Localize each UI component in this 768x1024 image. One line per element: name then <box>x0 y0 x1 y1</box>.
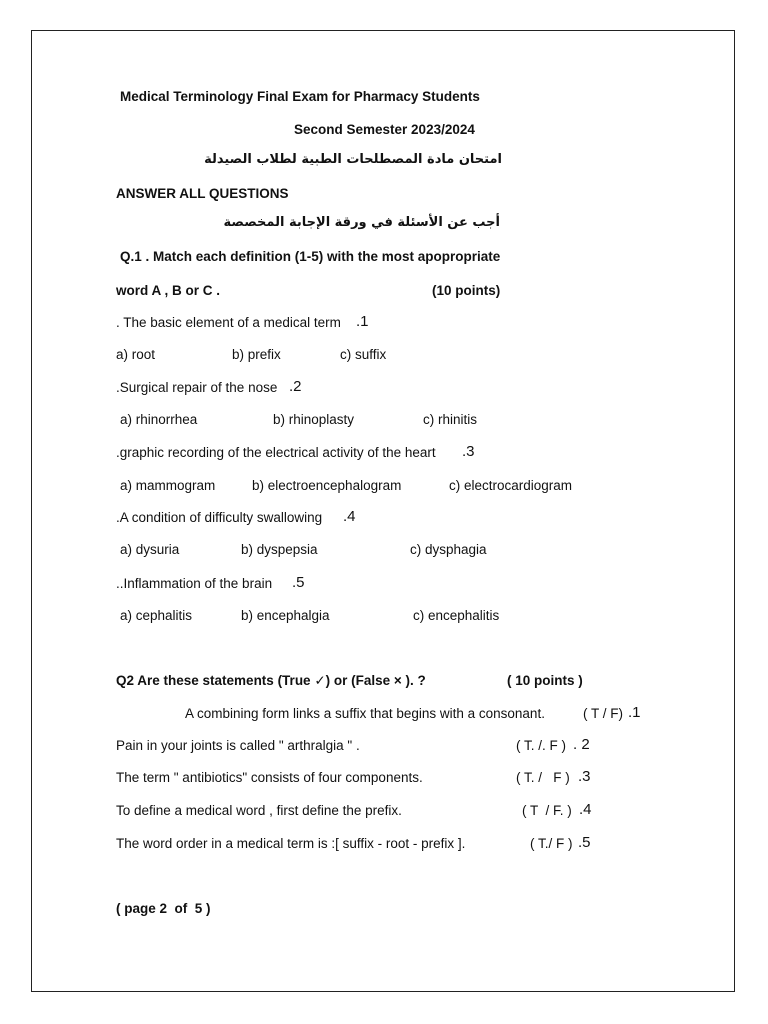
q1-item-5-text: ..Inflammation of the brain <box>116 576 273 591</box>
q1-item-2-option-c: c) rhinitis <box>423 412 478 427</box>
q1-item-4-option-c: c) dysphagia <box>410 542 487 557</box>
q1-item-1-option-b: b) prefix <box>232 347 281 362</box>
q1-item-4-option-a: a) dysuria <box>120 542 180 557</box>
q2-item-4-number: .4 <box>579 801 592 818</box>
q2-item-4-tf: ( T / F. ) <box>522 803 572 818</box>
q1-item-5-option-a: a) cephalitis <box>120 608 193 623</box>
q2-item-1-number: .1 <box>628 704 641 721</box>
semester-line: Second Semester 2023/2024 <box>294 122 475 137</box>
arabic-instruction: أجب عن الأسئلة في ورقة الإجابة المخصصة <box>223 215 500 230</box>
q2-item-5-number: .5 <box>578 834 591 851</box>
q2-item-3-number: .3 <box>578 768 591 785</box>
q2-item-2-text: Pain in your joints is called " arthralgia " . <box>116 738 360 753</box>
q2-prompt: Q2 Are these statements (True ✓) or (False × ). ? <box>116 673 426 688</box>
q1-item-4-option-b: b) dyspepsia <box>241 542 318 557</box>
q1-item-3-option-a: a) mammogram <box>120 478 216 493</box>
q1-item-2-text: .Surgical repair of the nose <box>116 380 278 395</box>
q2-item-3-text: The term " antibiotics" consists of four components. <box>116 770 423 785</box>
q1-item-1-text: . The basic element of a medical term <box>116 315 341 330</box>
q2-item-1-tf: ( T / F) <box>583 706 623 721</box>
q1-points: (10 points) <box>432 283 501 298</box>
q1-item-3-option-b: b) electroencephalogram <box>252 478 402 493</box>
q1-item-5-option-b: b) encephalgia <box>241 608 330 623</box>
q1-item-4-number: .4 <box>343 508 356 525</box>
q1-item-2-option-b: b) rhinoplasty <box>273 412 355 427</box>
q1-item-2-number: .2 <box>289 378 302 395</box>
q1-item-3-number: .3 <box>462 443 475 460</box>
q1-item-1-option-c: c) suffix <box>340 347 387 362</box>
q1-item-2-option-a: a) rhinorrhea <box>120 412 198 427</box>
q1-item-1-option-a: a) root <box>116 347 156 362</box>
q1-prompt-line2: word A , B or C . <box>116 283 220 298</box>
q2-item-5-text: The word order in a medical term is :[ suffix - root - prefix ]. <box>116 836 466 851</box>
arabic-title: امتحان مادة المصطلحات الطبية لطلاب الصيدلة <box>204 152 502 167</box>
q1-prompt-line1: Q.1 . Match each definition (1-5) with the most apopropriate <box>120 249 501 264</box>
q2-item-3-tf: ( T. / F ) <box>516 770 570 785</box>
q1-item-1-number: .1 <box>356 313 369 330</box>
q1-item-4-text: .A condition of difficulty swallowing <box>116 510 323 525</box>
q2-points: ( 10 points ) <box>507 673 583 688</box>
q2-item-2-number: . 2 <box>573 736 590 753</box>
q1-item-3-text: .graphic recording of the electrical activity of the heart <box>116 445 436 460</box>
instruction: ANSWER ALL QUESTIONS <box>116 186 289 201</box>
q1-item-3-option-c: c) electrocardiogram <box>449 478 573 493</box>
q1-item-5-option-c: c) encephalitis <box>413 608 500 623</box>
q2-item-4-text: To define a medical word , first define the prefix. <box>116 803 402 818</box>
q1-item-5-number: .5 <box>292 574 305 591</box>
exam-title: Medical Terminology Final Exam for Pharmacy Students <box>120 89 480 104</box>
q2-item-5-tf: ( T./ F ) <box>530 836 573 851</box>
q2-item-1-text: A combining form links a suffix that begins with a consonant. <box>185 706 545 721</box>
page-number: ( page 2 of 5 ) <box>116 901 211 916</box>
q2-item-2-tf: ( T. /. F ) <box>516 738 566 753</box>
